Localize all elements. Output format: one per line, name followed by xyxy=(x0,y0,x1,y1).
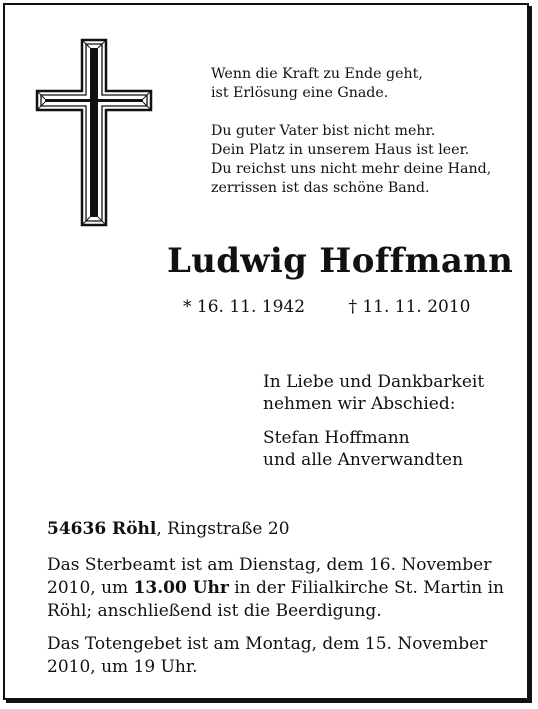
death-date: † 11. 11. 2010 xyxy=(348,297,471,317)
prayer-line: Das Totengebet ist am Montag, dem 15. November xyxy=(47,634,488,654)
poem-stanza-1 xyxy=(211,65,491,103)
poem-stanza-2 xyxy=(211,122,491,198)
mourners-block xyxy=(263,371,484,471)
poem-line: Dein Platz in unserem Haus ist leer. xyxy=(211,142,470,158)
family-address xyxy=(47,518,517,541)
mourner-name: und alle Anverwandten xyxy=(263,450,464,470)
farewell-line: nehmen wir Abschied: xyxy=(263,394,456,414)
requiem-notice xyxy=(47,554,517,623)
obituary-notice xyxy=(3,3,529,700)
poem-line: Du reichst uns nicht mehr deine Hand, xyxy=(211,161,492,177)
street-address: , Ringstraße 20 xyxy=(156,519,290,539)
memorial-poem xyxy=(211,65,491,217)
mourner-name: Stefan Hoffmann xyxy=(263,428,410,448)
requiem-line: Röhl; anschließend ist die Beerdigung. xyxy=(47,601,382,621)
requiem-line: 2010, um xyxy=(47,578,134,598)
funeral-details xyxy=(47,518,517,689)
farewell-line: In Liebe und Dankbarkeit xyxy=(263,372,485,392)
prayer-notice xyxy=(47,633,517,679)
postal-code-town: 54636 Röhl xyxy=(47,519,157,539)
poem-line: zerrissen ist das schöne Band. xyxy=(211,180,430,196)
prayer-line: 2010, um 19 Uhr. xyxy=(47,657,198,677)
deceased-name: Ludwig Hoffmann xyxy=(167,241,514,281)
latin-cross-icon xyxy=(33,38,155,228)
requiem-line: in der Filialkirche St. Martin in xyxy=(228,578,504,598)
birth-date: * 16. 11. 1942 xyxy=(183,297,306,317)
poem-line: ist Erlösung eine Gnade. xyxy=(211,85,389,101)
life-dates xyxy=(183,297,471,317)
poem-line: Du guter Vater bist nicht mehr. xyxy=(211,123,436,139)
requiem-time: 13.00 Uhr xyxy=(133,578,229,598)
poem-line: Wenn die Kraft zu Ende geht, xyxy=(211,66,423,82)
requiem-line: Das Sterbeamt ist am Dienstag, dem 16. November xyxy=(47,555,492,575)
